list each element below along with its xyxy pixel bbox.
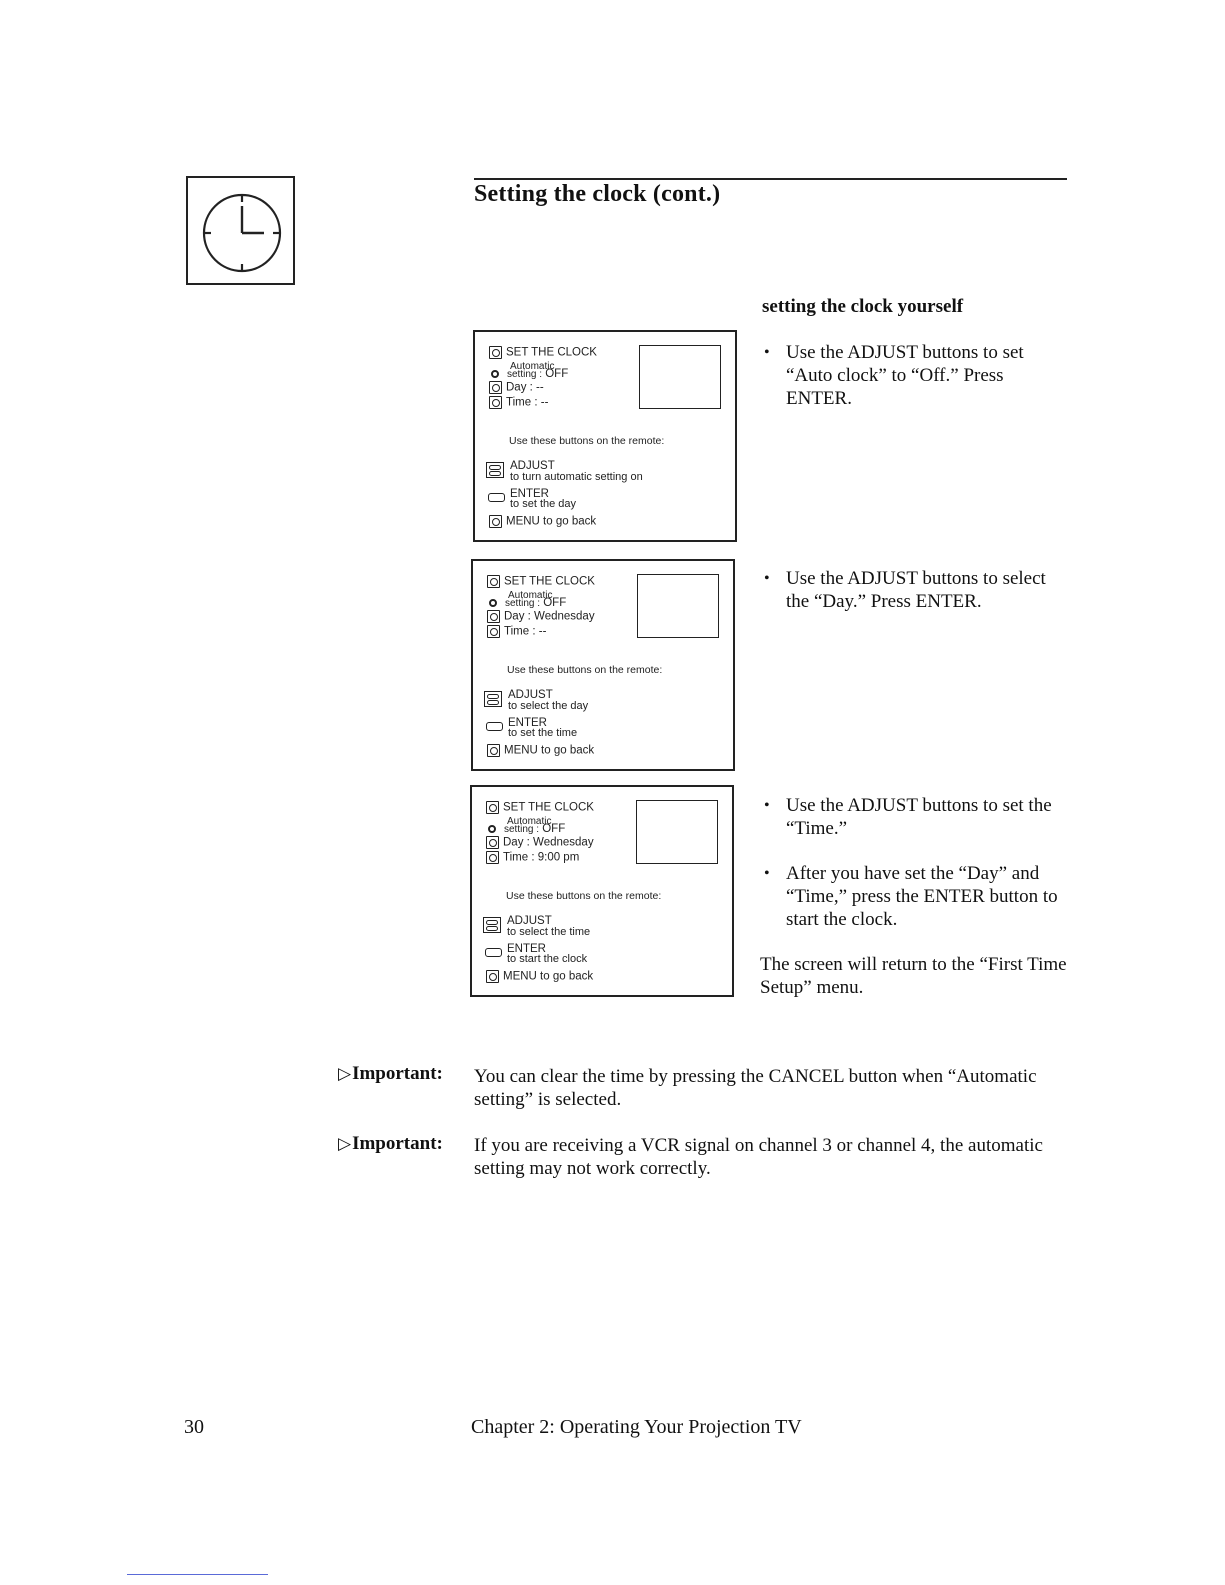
menu-label: MENU to go back	[506, 515, 597, 528]
setting-label: setting :	[504, 824, 540, 835]
menu-button-icon	[486, 970, 499, 983]
adjust-button-icon	[483, 917, 501, 933]
adjust-button-icon	[484, 691, 502, 707]
enter-label: ENTER	[508, 717, 547, 729]
adjust-label: ADJUST	[508, 689, 553, 701]
enter-description: to set the time	[508, 727, 578, 739]
instruction-step-1: • Use the ADJUST buttons to set “Auto clock” to “Off.” Press ENTER.	[762, 341, 1062, 410]
time-icon	[487, 625, 500, 638]
day-icon	[486, 836, 499, 849]
auto-value: OFF	[542, 823, 566, 835]
adjust-description: to turn automatic setting on	[510, 471, 643, 483]
use-buttons-label: Use these buttons on the remote:	[509, 435, 665, 447]
automatic-label: Automatic	[510, 361, 555, 372]
return-note: The screen will return to the “First Time Setup” menu.	[760, 954, 1067, 998]
page-number: 30	[184, 1416, 204, 1438]
menu-screen-1	[473, 330, 737, 542]
time-value: : --	[534, 396, 549, 409]
clock-menu-icon	[489, 346, 502, 359]
header-rule	[474, 178, 1067, 180]
tv-preview	[637, 574, 719, 638]
setting-label: setting :	[505, 598, 541, 609]
use-buttons-label: Use these buttons on the remote:	[506, 890, 662, 902]
enter-label: ENTER	[507, 943, 546, 955]
adjust-description: to select the day	[508, 700, 589, 712]
automatic-label: Automatic	[508, 590, 553, 601]
time-value: : --	[532, 625, 547, 638]
day-value: : --	[529, 381, 544, 394]
triangle-pointer-icon: ▷	[338, 1064, 352, 1083]
time-label: Time	[504, 625, 530, 638]
page-title: Setting the clock (cont.)	[474, 181, 721, 207]
instruction-step-4: • After you have set the “Day” and “Time,” press the ENTER button to start the clock.	[762, 862, 1062, 931]
bottom-link-underline	[127, 1574, 268, 1575]
important-text-1: You can clear the time by pressing the CANCEL button when “Automatic setting” is selected.	[474, 1066, 1037, 1110]
screen-title: SET THE CLOCK	[504, 575, 595, 588]
instruction-step-3: • Use the ADJUST buttons to set the “Time.”	[762, 794, 1062, 840]
auto-value: OFF	[545, 368, 569, 380]
enter-button-icon	[485, 948, 502, 957]
important-label-2: Important:	[352, 1133, 443, 1154]
tv-preview	[639, 345, 721, 409]
day-value: : Wednesday	[527, 610, 595, 623]
screen-title: SET THE CLOCK	[506, 346, 597, 359]
menu-screen-3	[470, 785, 734, 997]
enter-button-icon	[488, 493, 505, 502]
adjust-description: to select the time	[507, 926, 591, 938]
selected-dot-icon	[489, 599, 497, 607]
day-label: Day	[503, 836, 524, 849]
time-label: Time	[506, 396, 532, 409]
menu-button-icon	[487, 744, 500, 757]
day-label: Day	[504, 610, 525, 623]
day-icon	[489, 381, 502, 394]
adjust-button-icon	[486, 462, 504, 478]
section-subtitle: setting the clock yourself	[762, 296, 964, 317]
enter-description: to set the day	[510, 498, 577, 510]
clock-menu-icon	[487, 575, 500, 588]
enter-button-icon	[486, 722, 503, 731]
important-label-1: Important:	[352, 1063, 443, 1084]
use-buttons-label: Use these buttons on the remote:	[507, 664, 663, 676]
tv-preview	[636, 800, 718, 864]
adjust-label: ADJUST	[507, 915, 552, 927]
important-text-2: If you are receiving a VCR signal on channel 3 or channel 4, the automatic setting may not work correctly.	[474, 1135, 1043, 1179]
menu-label: MENU to go back	[503, 970, 594, 983]
time-value: : 9:00 pm	[531, 851, 580, 864]
automatic-label: Automatic	[507, 816, 552, 827]
clock-face-icon	[188, 178, 293, 283]
setting-label: setting :	[507, 369, 543, 380]
day-icon	[487, 610, 500, 623]
screen-title: SET THE CLOCK	[503, 801, 594, 814]
time-icon	[486, 851, 499, 864]
selected-dot-icon	[491, 370, 499, 378]
instruction-step-2: • Use the ADJUST buttons to select the “Day.” Press ENTER.	[762, 567, 1062, 613]
day-value: : Wednesday	[526, 836, 594, 849]
triangle-pointer-icon: ▷	[338, 1134, 352, 1153]
clock-icon	[186, 176, 295, 285]
clock-menu-icon	[486, 801, 499, 814]
day-label: Day	[506, 381, 527, 394]
menu-button-icon	[489, 515, 502, 528]
enter-label: ENTER	[510, 488, 549, 500]
time-label: Time	[503, 851, 529, 864]
chapter-footer: Chapter 2: Operating Your Projection TV	[471, 1416, 802, 1438]
auto-value: OFF	[543, 597, 567, 609]
adjust-label: ADJUST	[510, 460, 555, 472]
selected-dot-icon	[488, 825, 496, 833]
menu-label: MENU to go back	[504, 744, 595, 757]
menu-screen-2	[471, 559, 735, 771]
time-icon	[489, 396, 502, 409]
enter-description: to start the clock	[507, 953, 588, 965]
